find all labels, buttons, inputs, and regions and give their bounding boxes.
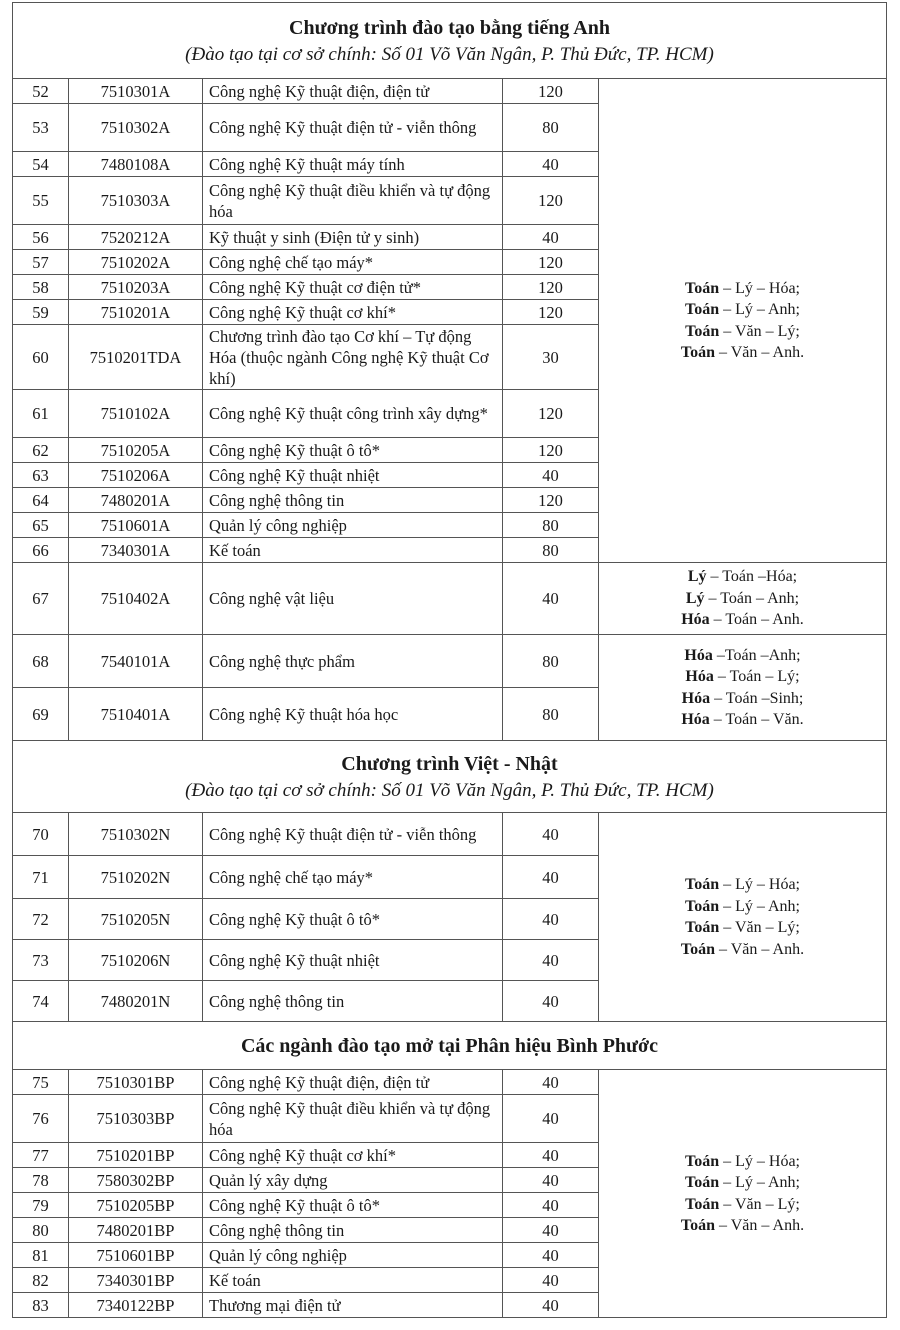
program-name: Công nghệ Kỹ thuật nhiệt — [203, 463, 503, 488]
program-name: Công nghệ thông tin — [203, 488, 503, 513]
program-code: 7510202N — [69, 856, 203, 899]
program-code: 7510205BP — [69, 1193, 203, 1218]
program-code: 7510203A — [69, 275, 203, 300]
lead-subject: Toán — [680, 940, 716, 958]
program-name: Công nghệ Kỹ thuật ô tô* — [203, 899, 503, 940]
row-number: 69 — [13, 688, 69, 741]
enrollment-quota: 120 — [503, 79, 599, 104]
other-subjects: – Văn – Anh. — [715, 940, 805, 958]
subject-combination — [603, 321, 882, 343]
row-number: 78 — [13, 1168, 69, 1193]
enrollment-quota: 80 — [503, 635, 599, 688]
program-code: 7510301A — [69, 79, 203, 104]
program-name: Công nghệ Kỹ thuật điều khiển và tự động hóa — [203, 1095, 503, 1143]
other-subjects: – Lý – Hóa; — [719, 279, 800, 297]
enrollment-quota: 40 — [503, 899, 599, 940]
section-title: Chương trình Việt - Nhật — [341, 752, 558, 775]
lead-subject: Toán — [685, 919, 720, 936]
row-number: 65 — [13, 513, 69, 538]
subject-combination — [603, 342, 882, 364]
other-subjects: – Lý – Anh; — [719, 897, 800, 915]
program-code: 7510201BP — [69, 1143, 203, 1168]
subject-combination — [603, 1151, 882, 1173]
program-code: 7510402A — [69, 563, 203, 635]
other-subjects: – Lý – Hóa; — [719, 1152, 800, 1170]
enrollment-quota: 40 — [503, 1243, 599, 1268]
lead-subject: Lý — [685, 589, 705, 607]
admission-table-body — [13, 3, 887, 1318]
subject-combination — [603, 666, 882, 688]
enrollment-quota: 40 — [503, 813, 599, 856]
program-code: 7510302A — [69, 104, 203, 152]
subject-combinations — [599, 635, 887, 741]
section-header-cell — [13, 741, 887, 813]
program-code: 7340301BP — [69, 1268, 203, 1293]
subject-combination — [603, 566, 882, 588]
subject-combination — [603, 645, 882, 667]
program-name: Chương trình đào tạo Cơ khí – Tự động Hóa (thuộc ngành Công nghệ Kỹ thuật Cơ khí) — [203, 325, 503, 390]
enrollment-quota: 40 — [503, 940, 599, 981]
lead-subject: Hóa — [685, 668, 714, 685]
program-name: Công nghệ Kỹ thuật hóa học — [203, 688, 503, 741]
program-name: Công nghệ thông tin — [203, 981, 503, 1022]
row-number: 82 — [13, 1268, 69, 1293]
row-number: 61 — [13, 390, 69, 438]
program-name: Kỹ thuật y sinh (Điện tử y sinh) — [203, 225, 503, 250]
section-subtitle: (Đào tạo tại cơ sở chính: Số 01 Võ Văn Ngân, P. Thủ Đức, TP. HCM) — [185, 779, 714, 801]
program-name: Công nghệ Kỹ thuật điều khiển và tự động hóa — [203, 177, 503, 225]
section-title: Các ngành đào tạo mở tại Phân hiệu Bình Phước — [240, 1034, 658, 1057]
section-header-cell — [13, 1022, 887, 1070]
subject-combination — [603, 709, 882, 731]
section-header — [13, 3, 887, 79]
enrollment-quota: 120 — [503, 275, 599, 300]
enrollment-quota: 40 — [503, 463, 599, 488]
enrollment-quota: 80 — [503, 104, 599, 152]
row-number: 71 — [13, 856, 69, 899]
lead-subject: Hóa — [681, 611, 710, 629]
section-header-cell — [13, 3, 887, 79]
program-name: Công nghệ Kỹ thuật cơ khí* — [203, 1143, 503, 1168]
program-code: 7510205N — [69, 899, 203, 940]
lead-subject: Hóa — [681, 689, 711, 707]
enrollment-quota: 40 — [503, 152, 599, 177]
program-name: Công nghệ Kỹ thuật điện, điện tử — [203, 1070, 503, 1095]
other-subjects: – Toán – Văn. — [709, 711, 804, 728]
subject-combinations — [599, 563, 887, 635]
program-name: Công nghệ thực phẩm — [203, 635, 503, 688]
program-name: Công nghệ Kỹ thuật máy tính — [203, 152, 503, 177]
enrollment-quota: 80 — [503, 513, 599, 538]
lead-subject: Toán — [685, 322, 720, 340]
row-number: 54 — [13, 152, 69, 177]
lead-subject: Lý — [687, 568, 707, 586]
row-number: 74 — [13, 981, 69, 1022]
row-number: 72 — [13, 899, 69, 940]
program-code: 7340301A — [69, 538, 203, 563]
program-name: Kế toán — [203, 538, 503, 563]
subject-combination — [603, 917, 882, 939]
other-subjects: – Lý – Anh; — [719, 301, 800, 318]
row-number: 59 — [13, 300, 69, 325]
subject-combination — [603, 1172, 882, 1194]
program-code: 7510303BP — [69, 1095, 203, 1143]
row-number: 64 — [13, 488, 69, 513]
table-row — [13, 563, 887, 635]
row-number: 66 — [13, 538, 69, 563]
subject-combination — [603, 1194, 882, 1216]
row-number: 55 — [13, 177, 69, 225]
program-code: 7510601A — [69, 513, 203, 538]
section-header — [13, 741, 887, 813]
program-code: 7480201BP — [69, 1218, 203, 1243]
enrollment-quota: 40 — [503, 1168, 599, 1193]
program-name: Công nghệ Kỹ thuật ô tô* — [203, 1193, 503, 1218]
lead-subject: Toán — [685, 301, 720, 318]
program-name: Công nghệ Kỹ thuật công trình xây dựng* — [203, 390, 503, 438]
program-name: Công nghệ Kỹ thuật cơ khí* — [203, 300, 503, 325]
enrollment-quota: 120 — [503, 488, 599, 513]
program-code: 7580302BP — [69, 1168, 203, 1193]
enrollment-quota: 120 — [503, 390, 599, 438]
program-name: Công nghệ Kỹ thuật ô tô* — [203, 438, 503, 463]
row-number: 73 — [13, 940, 69, 981]
program-code: 7510206A — [69, 463, 203, 488]
enrollment-quota: 40 — [503, 1268, 599, 1293]
row-number: 68 — [13, 635, 69, 688]
program-name: Công nghệ thông tin — [203, 1218, 503, 1243]
other-subjects: –Toán –Anh; — [712, 646, 801, 664]
program-name: Quản lý xây dựng — [203, 1168, 503, 1193]
lead-subject: Toán — [680, 344, 716, 361]
row-number: 52 — [13, 79, 69, 104]
table-row — [13, 1070, 887, 1095]
table-row — [13, 79, 887, 104]
program-code: 7340122BP — [69, 1293, 203, 1318]
enrollment-quota: 120 — [503, 300, 599, 325]
enrollment-quota: 30 — [503, 325, 599, 390]
lead-subject: Toán — [680, 1217, 716, 1234]
other-subjects: – Toán –Sinh; — [710, 689, 804, 707]
row-number: 76 — [13, 1095, 69, 1143]
lead-subject: Toán — [685, 279, 720, 297]
admission-table — [12, 2, 887, 1318]
table-row — [13, 635, 887, 688]
subject-combination — [603, 939, 882, 961]
row-number: 75 — [13, 1070, 69, 1095]
program-name: Công nghệ vật liệu — [203, 563, 503, 635]
program-name: Kế toán — [203, 1268, 503, 1293]
row-number: 56 — [13, 225, 69, 250]
program-name: Công nghệ chế tạo máy* — [203, 856, 503, 899]
other-subjects: – Văn – Lý; — [719, 1195, 800, 1213]
row-number: 77 — [13, 1143, 69, 1168]
subject-combination — [603, 278, 882, 300]
program-code: 7510201TDA — [69, 325, 203, 390]
program-code: 7480108A — [69, 152, 203, 177]
subject-combinations — [599, 79, 887, 563]
enrollment-quota: 80 — [503, 688, 599, 741]
enrollment-quota: 120 — [503, 177, 599, 225]
program-name: Công nghệ Kỹ thuật cơ điện tử* — [203, 275, 503, 300]
row-number: 58 — [13, 275, 69, 300]
enrollment-quota: 120 — [503, 250, 599, 275]
program-name: Thương mại điện tử — [203, 1293, 503, 1318]
lead-subject: Toán — [685, 1152, 720, 1170]
other-subjects: – Văn – Anh. — [715, 344, 805, 361]
row-number: 70 — [13, 813, 69, 856]
enrollment-quota: 40 — [503, 563, 599, 635]
section-title: Chương trình đào tạo bằng tiếng Anh — [289, 16, 610, 39]
subject-combination — [603, 299, 882, 321]
program-name: Công nghệ chế tạo máy* — [203, 250, 503, 275]
program-code: 7480201N — [69, 981, 203, 1022]
subject-combination — [603, 896, 882, 918]
other-subjects: – Văn – Anh. — [715, 1217, 805, 1234]
other-subjects: – Toán – Anh; — [704, 589, 800, 607]
program-code: 7510302N — [69, 813, 203, 856]
other-subjects: – Lý – Anh; — [719, 1174, 800, 1191]
subject-combination — [603, 874, 882, 896]
other-subjects: – Toán – Anh. — [709, 611, 804, 629]
other-subjects: – Lý – Hóa; — [719, 876, 800, 893]
program-code: 7510102A — [69, 390, 203, 438]
lead-subject: Hóa — [681, 711, 710, 728]
row-number: 67 — [13, 563, 69, 635]
program-code: 7480201A — [69, 488, 203, 513]
enrollment-quota: 40 — [503, 1218, 599, 1243]
row-number: 63 — [13, 463, 69, 488]
enrollment-quota: 80 — [503, 538, 599, 563]
program-code: 7510303A — [69, 177, 203, 225]
program-name: Công nghệ Kỹ thuật điện, điện tử — [203, 79, 503, 104]
subject-combination — [603, 1215, 882, 1237]
other-subjects: – Văn – Lý; — [719, 322, 800, 340]
row-number: 83 — [13, 1293, 69, 1318]
other-subjects: – Toán – Lý; — [713, 668, 800, 685]
subject-combination — [603, 588, 882, 610]
enrollment-quota: 40 — [503, 1070, 599, 1095]
lead-subject: Toán — [685, 1174, 720, 1191]
other-subjects: – Văn – Lý; — [719, 919, 800, 936]
enrollment-quota: 40 — [503, 981, 599, 1022]
enrollment-quota: 40 — [503, 1143, 599, 1168]
program-name: Công nghệ Kỹ thuật nhiệt — [203, 940, 503, 981]
program-code: 7510202A — [69, 250, 203, 275]
row-number: 57 — [13, 250, 69, 275]
program-code: 7510601BP — [69, 1243, 203, 1268]
subject-combinations — [599, 813, 887, 1022]
program-code: 7510201A — [69, 300, 203, 325]
section-header — [13, 1022, 887, 1070]
program-code: 7510206N — [69, 940, 203, 981]
program-code: 7510301BP — [69, 1070, 203, 1095]
lead-subject: Toán — [685, 897, 720, 915]
row-number: 53 — [13, 104, 69, 152]
subject-combination — [603, 688, 882, 710]
enrollment-quota: 40 — [503, 1095, 599, 1143]
enrollment-quota: 40 — [503, 1193, 599, 1218]
program-code: 7540101A — [69, 635, 203, 688]
admission-table-page — [12, 2, 886, 1318]
row-number: 60 — [13, 325, 69, 390]
program-name: Quản lý công nghiệp — [203, 1243, 503, 1268]
enrollment-quota: 40 — [503, 856, 599, 899]
row-number: 81 — [13, 1243, 69, 1268]
subject-combinations — [599, 1070, 887, 1318]
program-code: 7510205A — [69, 438, 203, 463]
lead-subject: Toán — [685, 1195, 720, 1213]
row-number: 62 — [13, 438, 69, 463]
table-row — [13, 813, 887, 856]
lead-subject: Toán — [685, 876, 720, 893]
row-number: 80 — [13, 1218, 69, 1243]
section-subtitle: (Đào tạo tại cơ sở chính: Số 01 Võ Văn Ngân, P. Thủ Đức, TP. HCM) — [185, 43, 714, 65]
lead-subject: Hóa — [684, 646, 713, 664]
enrollment-quota: 40 — [503, 225, 599, 250]
program-code: 7520212A — [69, 225, 203, 250]
other-subjects: – Toán –Hóa; — [706, 568, 798, 586]
program-code: 7510401A — [69, 688, 203, 741]
subject-combination — [603, 609, 882, 631]
enrollment-quota: 40 — [503, 1293, 599, 1318]
row-number: 79 — [13, 1193, 69, 1218]
program-name: Quản lý công nghiệp — [203, 513, 503, 538]
enrollment-quota: 120 — [503, 438, 599, 463]
program-name: Công nghệ Kỹ thuật điện tử - viễn thông — [203, 104, 503, 152]
program-name: Công nghệ Kỹ thuật điện tử - viễn thông — [203, 813, 503, 856]
